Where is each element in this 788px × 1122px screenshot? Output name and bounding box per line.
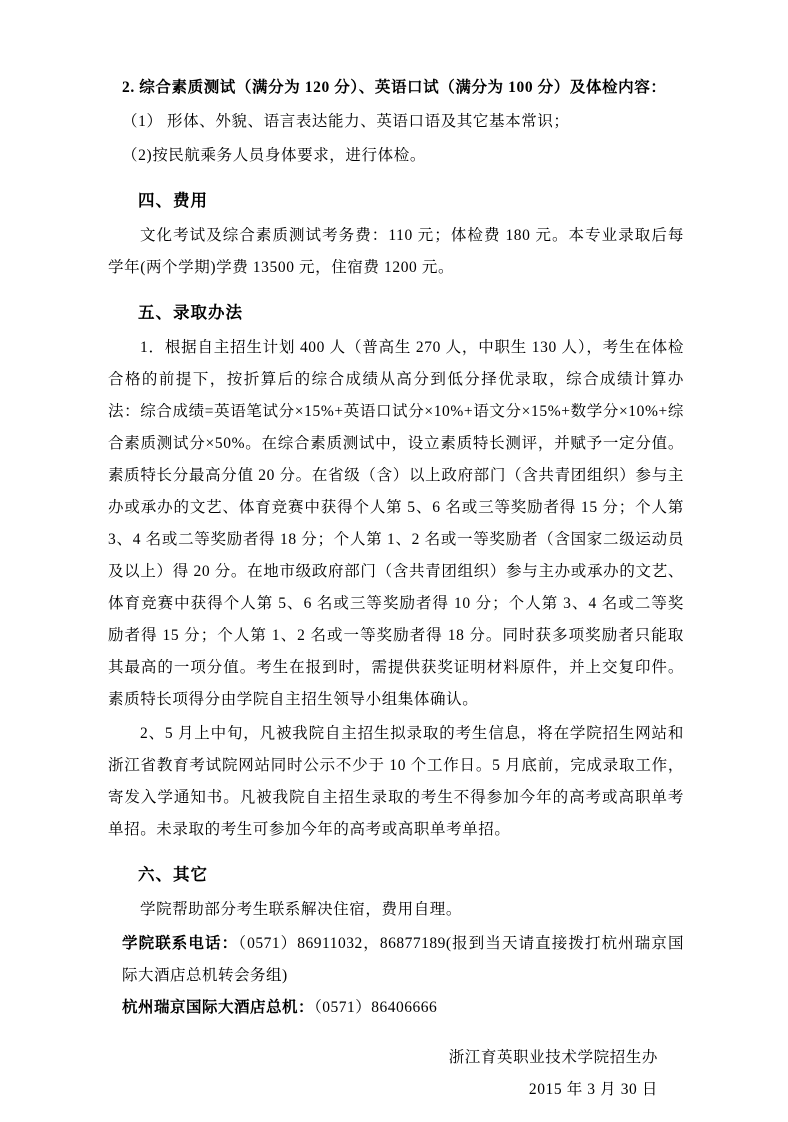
section-four-paragraph: 文化考试及综合素质测试考务费：110 元；体检费 180 元。本专业录取后每学年(两个学期)学费 13500 元，住宿费 1200 元。 bbox=[108, 227, 684, 276]
section-four-heading: 四、费用 bbox=[138, 191, 208, 210]
section-five-heading: 五、录取办法 bbox=[138, 303, 243, 322]
spacer bbox=[108, 286, 684, 290]
hotel-phone-line bbox=[108, 992, 684, 1024]
spacer bbox=[108, 848, 684, 852]
signature-block bbox=[108, 1042, 684, 1106]
spacer bbox=[108, 174, 684, 178]
hotel-phone-value: （0571）86406666 bbox=[314, 999, 438, 1016]
section-five-paragraph-1: 1．根据自主招生计划 400 人（普高生 270 人，中职生 130 人），考生在体检合格的前提下，按折算后的综合成绩从高分到低分择优录取，综合成绩计算办法：综合成绩=英语笔试分×15%+英语口试分×10%+语文分×15%+数学分×10%+综合素质测试分×50%。在综合素质测试中，设立素质特长测评，并赋予一定分值。素质特长分最高分值 20 分。在省级（含）以上政府部门（含共青团组织）参与主办或承办的文艺、体育竞赛中获得个人第 5、6 名或三等奖励者得 15 分；个人第 3、4 名或二等奖励者得 18 分；个人第 1、2 名或一等奖励者（含国家二级运动员及以上）得 20 分。在地市级政府部门（含共青团组织）参与主办或承办的文艺、体育竞赛中获得个人第 5、6 名或三等奖励者得 10 分；个人第 3、4 名或二等奖励者得 15 分；个人第 1、2 名或一等奖励者得 18 分。同时获多项奖励者只能取其最高的一项分值。考生在报到时，需提供获奖证明材料原件，并上交复印件。素质特长项得分由学院自主招生领导小组集体确认。 bbox=[108, 339, 684, 708]
section-six-paragraph: 学院帮助部分考生联系解决住宿，费用自理。 bbox=[140, 901, 463, 918]
signature-date: 2015 年 3 月 30 日 bbox=[528, 1081, 658, 1098]
section-five-paragraph-2: 2、5 月上中旬，凡被我院自主招生拟录取的考生信息，将在学院招生网站和浙江省教育考试院网站同时公示不少于 10 个工作日。5 月底前，完成录取工作，寄发入学通知书。凡被我院自主招生录取的考生不得参加今年的高考或高职单考单招。未录取的考生可参加今年的高考或高职单考单招。 bbox=[108, 725, 684, 838]
section-2-title: 2. 综合素质测试（满分为 120 分）、英语口试（满分为 100 分）及体检内容： bbox=[122, 79, 667, 96]
signature-org: 浙江育英职业技术学院招生办 bbox=[448, 1049, 658, 1066]
document-content bbox=[108, 72, 684, 1106]
contact-phone-value: （0571）86911032，86877189(报到当天请直接拨打杭州瑞京国际大酒店总机转会务组) bbox=[122, 935, 684, 984]
contact-phone-label: 学院联系电话： bbox=[122, 935, 239, 952]
section-2-item-1: （1） 形体、外貌、语言表达能力、英语口语及其它基本常识； bbox=[122, 113, 570, 130]
section-six-heading: 六、其它 bbox=[138, 865, 208, 884]
contact-phone-line bbox=[108, 928, 684, 992]
section-2-item-2: （2)按民航乘务人员身体要求，进行体检。 bbox=[122, 147, 426, 164]
hotel-phone-label: 杭州瑞京国际大酒店总机： bbox=[122, 999, 315, 1016]
